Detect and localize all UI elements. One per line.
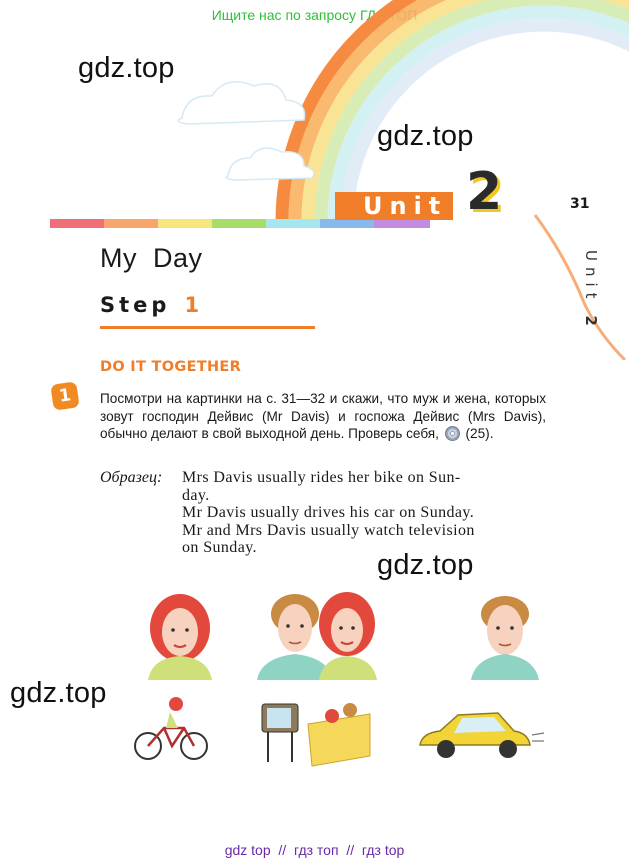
couple-watching-tv-illustration	[258, 694, 373, 769]
man-portrait	[465, 590, 545, 680]
search-banner-link[interactable]: Ищите нас по запросу ГДЗ ТОП	[211, 7, 418, 23]
step-heading	[100, 293, 203, 317]
unit-label: Unit	[335, 192, 453, 220]
couple-portrait	[255, 588, 385, 680]
page-number: 31	[570, 196, 590, 212]
stripe-segment	[320, 219, 374, 228]
watermark: gdz.top	[10, 677, 107, 709]
example-line: Mr and Mrs Davis usually watch television	[182, 521, 475, 539]
section-heading: DO IT TOGETHER	[100, 359, 242, 375]
stripe-segment	[266, 219, 320, 228]
watermark: gdz.top	[377, 549, 474, 581]
task-number-badge: 1	[50, 381, 79, 410]
example-label: Образец:	[100, 469, 163, 486]
watermark: gdz.top	[377, 120, 474, 152]
audio-track-reference: (25).	[465, 426, 494, 441]
task-text: Посмотри на картинки на с. 31—32 и скажи, что муж и жена, которых зовут господин Дейвис (Mr Davis) и госпожа Дейвис (Mrs Davis), обычно делают в свой выходной день. Проверь себя,	[100, 391, 546, 441]
woman-portrait	[140, 590, 220, 680]
stripe-segment	[158, 219, 212, 228]
cd-disc-icon[interactable]	[445, 426, 460, 441]
example-line: Mrs Davis usually rides her bike on Sun-	[182, 469, 461, 486]
stripe-segment	[212, 219, 266, 228]
side-unit-word: Unit	[582, 250, 600, 305]
example-lines	[182, 469, 545, 557]
task-instruction	[100, 390, 546, 443]
cyclist-illustration	[132, 692, 212, 762]
rainbow-arcs	[282, 0, 629, 222]
car-driving-illustration	[410, 705, 545, 765]
lesson-title: My Day	[100, 243, 203, 273]
watermark: gdz.top	[78, 52, 175, 84]
example-line: on Sunday.	[182, 539, 257, 557]
stripe-segment	[374, 219, 430, 228]
example-line: Mr Davis usually drives his car on Sunday.	[182, 504, 475, 522]
side-unit-number: 2	[582, 315, 600, 326]
example-line: day.	[182, 486, 210, 504]
unit-number: 2	[466, 162, 503, 222]
step-underline	[100, 326, 315, 329]
step-number: 1	[184, 293, 204, 317]
stripe-segment	[50, 219, 104, 228]
stripe-segment	[104, 219, 158, 228]
step-label: Step	[100, 293, 171, 317]
side-unit-tab	[560, 250, 600, 326]
bottom-banner-link[interactable]: gdz top // гдз топ // гдз top	[224, 842, 405, 858]
